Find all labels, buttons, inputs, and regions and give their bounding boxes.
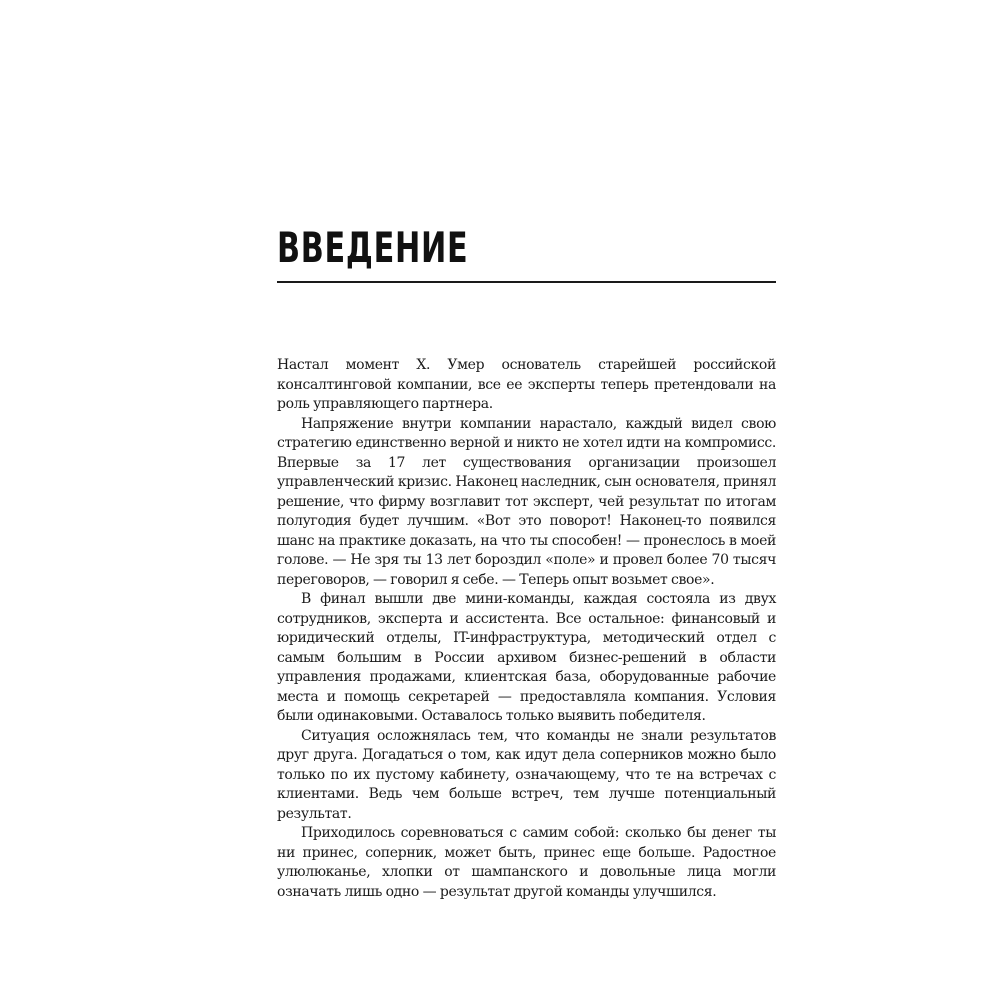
chapter-body <box>277 356 776 902</box>
paragraph: Приходилось соревноваться с самим собой: сколько бы денег ты ни принес, соперник, может быть, принес еще больше. Радостное улюлюканье, хлопки от шампанского и довольные лица могли означать лишь одно — результат другой команды улучшился. <box>277 825 776 900</box>
chapter-title: ВВЕДЕНИЕ <box>277 223 469 272</box>
paragraph: Настал момент Х. Умер основатель старейшей российской консалтинговой компании, все ее эксперты теперь претендовали на роль управляющего партнера. <box>277 357 776 412</box>
title-underline <box>277 281 776 283</box>
paragraph: Ситуация осложнялась тем, что команды не знали результатов друг друга. Догадаться о том, как идут дела соперников можно было только по их пустому кабинету, означающему, что те на встречах с клиентами. Ведь чем больше встреч, тем лучше потенциальный результат. <box>277 727 776 822</box>
paragraph: В финал вышли две мини-команды, каждая состояла из двух сотрудников, эксперта и ассистента. Все остальное: финансовый и юридический отделы, IT-инфраструктура, методический отдел с самым большим в России архивом бизнес-решений в области управления продажами, клиентская база, оборудованные рабочие места и помощь секретарей — предоставляла компания. Условия были одинаковыми. Оставалось только выявить победителя. <box>277 591 776 724</box>
paragraph: Напряжение внутри компании нарастало, каждый видел свою стратегию единственно верной и никто не хотел идти на компромисс. Впервые за 17 лет существования организации произошел управленческий кризис. Наконец наследник, сын основателя, принял решение, что фирму возглавит тот эксперт, чей результат по итогам полугодия будет лучшим. «Вот это поворот! Наконец-то появился шанс на практике доказать, на что ты способен! — пронеслось в моей голове. — Не зря ты 13 лет бороздил «поле» и провел более 70 тысяч переговоров, — говорил я себе. — Теперь опыт возьмет свое». <box>277 415 776 588</box>
